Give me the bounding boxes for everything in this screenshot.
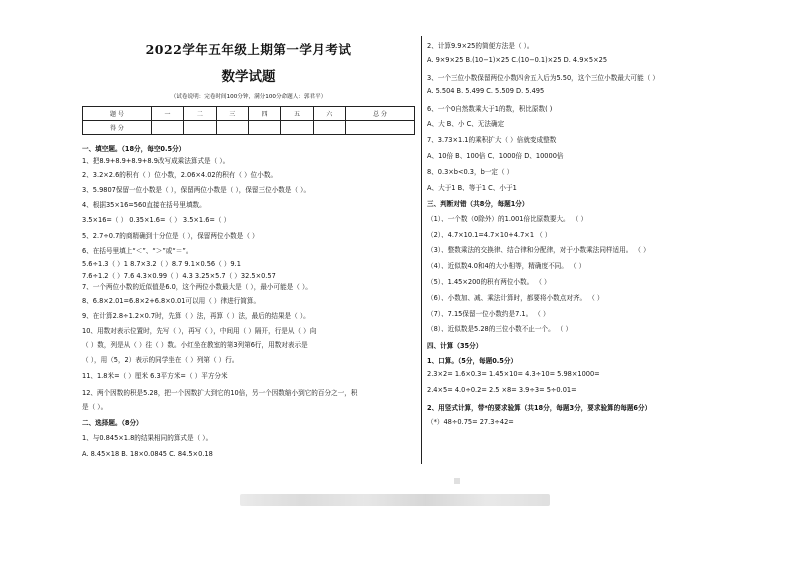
section-calc-heading: 四、计算（35分） bbox=[427, 342, 483, 350]
judge-item: （5）、1.45×200的积有两位小数。 （ ） bbox=[427, 278, 551, 286]
mental-calc-row: 2.3×2= 1.6×0.3= 1.45×10= 4.3÷10= 5.98×1000= bbox=[427, 370, 600, 378]
score-cell: 五 bbox=[281, 107, 313, 121]
question-line: （ ）数，列是从（ ）往（ ）数。小红坐在教室的第3列第6行，用数对表示是 bbox=[82, 341, 308, 349]
score-cell bbox=[281, 121, 313, 135]
score-cell bbox=[313, 121, 345, 135]
judge-item: （4）、近似数4.0和4的大小相等，精确度不同。 （ ） bbox=[427, 262, 586, 270]
score-cell: 三 bbox=[216, 107, 248, 121]
question-line: 4、根据35×16=560直接在括号里填数。 bbox=[82, 201, 206, 209]
question-options: A、10倍 B、100倍 C、1000倍 D、10000倍 bbox=[427, 152, 564, 160]
judge-item: （6）、小数加、减、乘法计算时，都要将小数点对齐。 （ ） bbox=[427, 294, 604, 302]
exam-title: 2022学年五年级上期第一学月考试 bbox=[145, 42, 352, 57]
question-line: 2、计算9.9×25的简便方法是（ ）。 bbox=[427, 42, 534, 50]
question-line: 3、5.9807保留一位小数是（ ），保留两位小数是（ ），保留三位小数是（ ）。 bbox=[82, 186, 311, 194]
judge-item: （7）、7.15保留一位小数约是7.1。 （ ） bbox=[427, 310, 550, 318]
question-line: 5.6÷1.3（ ）1 8.7×3.2（ ）8.7 9.1×0.56（ ）9.1 bbox=[82, 260, 241, 268]
question-line: 8、6.8×2.01=6.8×2+6.8×0.01可以用（ ）律进行简算。 bbox=[82, 297, 261, 305]
question-options: A. 5.504 B. 5.499 C. 5.509 D. 5.495 bbox=[427, 87, 545, 95]
mental-calc-row: 2.4×5= 4.0÷0.2= 2.5 ×8= 3.9÷3= 5÷0.01= bbox=[427, 386, 577, 394]
question-line: 6、一个0自然数乘大于1的数，积比原数( ) bbox=[427, 105, 553, 113]
question-line: 是（ ）。 bbox=[82, 403, 108, 411]
score-cell bbox=[346, 121, 415, 135]
question-line: 7、3.73×1.1的乘积扩大（ ）倍就变成整数 bbox=[427, 136, 557, 144]
score-cell bbox=[248, 121, 280, 135]
question-line: 2、3.2×2.6的积有（ ）位小数，2.06×4.02的积有（ ）位小数。 bbox=[82, 171, 278, 179]
question-line: 9、在计算2.8÷1.2×0.7时，先算（ ）法，再算（ ）法，最后的结果是（ ）。 bbox=[82, 312, 310, 320]
score-cell bbox=[151, 121, 183, 135]
question-line: （ ），用（5，2）表示的同学坐在（ ）列第（ ）行。 bbox=[82, 356, 239, 364]
score-cell: 二 bbox=[184, 107, 216, 121]
question-line: 3.5×16=（ ） 0.35×1.6=（ ） 3.5×1.6=（ ） bbox=[82, 216, 231, 224]
column-divider bbox=[421, 36, 422, 464]
judge-item: （3）、整数乘法的交换律、结合律和分配律，对于小数乘法同样适用。 （ ） bbox=[427, 246, 650, 254]
score-cell: 六 bbox=[313, 107, 345, 121]
section-choice-heading: 二、选择题。（8分） bbox=[82, 419, 143, 427]
judge-item: （8）、近似数是5.28的三位小数不止一个。 （ ） bbox=[427, 325, 573, 333]
question-line: 12、两个因数的积是5.28，把一个因数扩大到它的10倍，另一个因数缩小到它的百分之一，积 bbox=[82, 389, 358, 397]
question-line: 1、把8.9+8.9+8.9+8.9改写成乘法算式是（ ）。 bbox=[82, 157, 230, 165]
score-cell: 得 分 bbox=[83, 121, 152, 135]
score-table-header-row bbox=[83, 107, 415, 121]
question-line: 7.6÷1.2（ ）7.6 4.3×0.99（ ）4.3 3.25×5.7（ ）32.5×0.57 bbox=[82, 272, 276, 280]
judge-item: （1）、一个数（0除外）的1.001倍比原数要大。 （ ） bbox=[427, 215, 588, 223]
question-line: 10、用数对表示位置时，先写（ ），再写（ ），中间用（ ）隔开，行是从（ ）向 bbox=[82, 327, 317, 335]
question-options: A. 8.45×18 B. 18×0.0845 C. 84.5×0.18 bbox=[82, 450, 213, 458]
question-options: A、大于1 B、等于1 C、小于1 bbox=[427, 184, 517, 192]
judge-item: （2）、4.7×10.1=4.7×10+4.7×1 （ ） bbox=[427, 231, 552, 239]
question-line: 7、一个两位小数的近似值是6.0，这个两位小数最大是（ ），最小可能是（ ）。 bbox=[82, 283, 312, 291]
question-line: 1、与0.845×1.8的结果相同的算式是（ ）。 bbox=[82, 434, 213, 442]
score-cell: 总 分 bbox=[346, 107, 415, 121]
question-options: A、大 B、小 C、无法确定 bbox=[427, 120, 505, 128]
score-cell bbox=[184, 121, 216, 135]
score-cell: 题 号 bbox=[83, 107, 152, 121]
question-line: 5、2.7÷0.7的商精确到十分位是（ ），保留两位小数是（ ） bbox=[82, 232, 259, 240]
section-judge-heading: 三、判断对错（共8分，每题1分） bbox=[427, 200, 529, 208]
question-line: 3、一个三位小数保留两位小数四舍五入后为5.50，这个三位小数最大可能（ ） bbox=[427, 74, 659, 82]
subsection-column-calc-heading: 2、用竖式计算，带*的要求验算（共18分，每题3分，要求验算的每题6分） bbox=[427, 404, 652, 412]
column-calc-row: （*）48÷0.75= 27.3÷42= bbox=[427, 418, 514, 426]
score-cell: 四 bbox=[248, 107, 280, 121]
score-table bbox=[82, 106, 415, 135]
exam-subtitle: 数学试题 bbox=[221, 69, 276, 85]
question-line: 6、在括号里填上“＜”、“＞”或“＝”。 bbox=[82, 247, 193, 255]
question-line: 8、0.3×b<0.3，b一定（ ） bbox=[427, 168, 514, 176]
subsection-mental-heading: 1、口算。（5分，每题0.5分） bbox=[427, 357, 518, 365]
score-cell bbox=[216, 121, 248, 135]
exam-instructions: （试卷说明：完卷时间100分钟，满分100分命题人：郭君平） bbox=[170, 94, 327, 100]
question-options: A. 9×9×25 B.(10−1)×25 C.(10−0.1)×25 D. 4.9×5×25 bbox=[427, 56, 608, 64]
score-cell: 一 bbox=[151, 107, 183, 121]
section-fill-blank-heading: 一、填空题。（18分，每空0.5分） bbox=[82, 145, 186, 153]
blurred-footer bbox=[240, 494, 550, 506]
question-line: 11、1.8米=（ ）厘米 6.3平方米=（ ）平方分米 bbox=[82, 372, 228, 380]
blurred-mark bbox=[454, 478, 460, 484]
score-table-score-row bbox=[83, 121, 415, 135]
